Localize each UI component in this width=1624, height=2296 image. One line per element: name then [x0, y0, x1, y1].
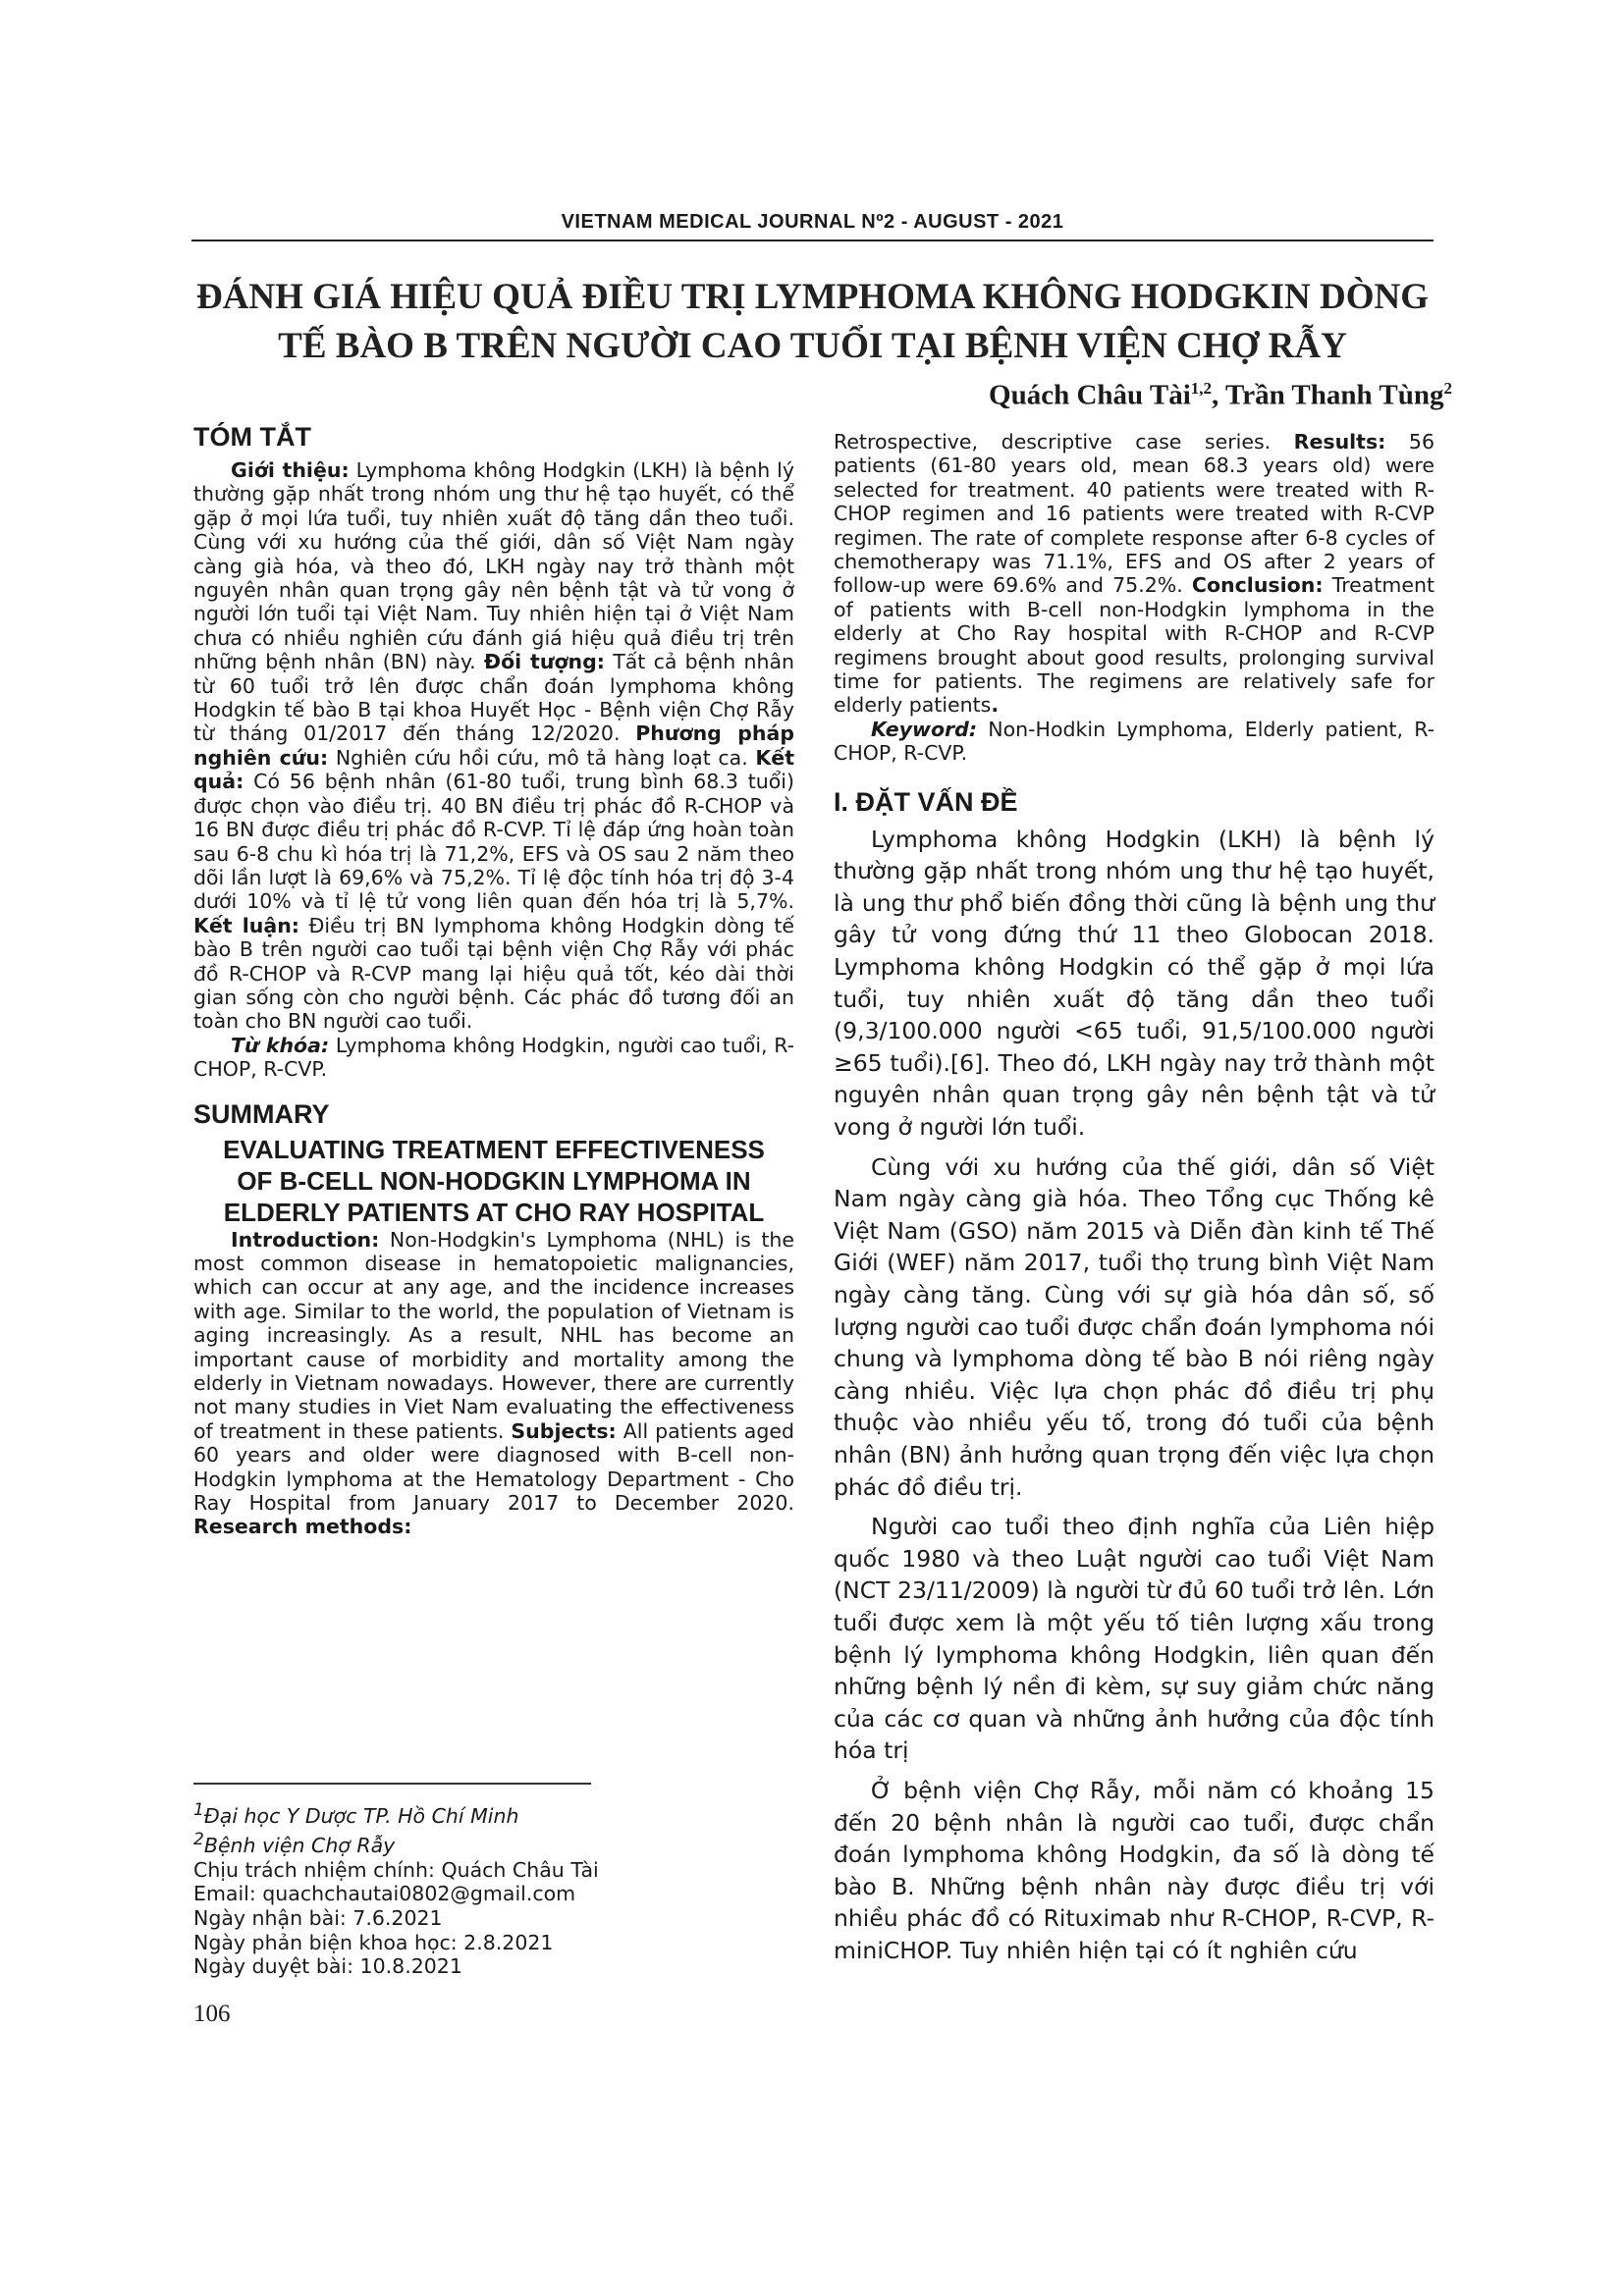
tomtat-conclusion-label: Kết luận: [193, 913, 299, 937]
summary-methods-text: Retrospective, descriptive case series. [834, 430, 1294, 454]
summary-subjects-label: Subjects: [511, 1418, 617, 1443]
summary-intro-text: Non-Hodgkin's Lymphoma (NHL) is the most common disease in hematopoietic malignancies, which can occur at any age, and the incidence increases with age. Similar to the world, the population of Vietnam is aging increasingly. As a result, NHL has become an important cause of morbidity and mortality among the elderly in Vietnam nowadays. However, there are currently not many studies in Viet Nam evaluating the effectiveness of treatment in these patients. [193, 1227, 794, 1443]
author-2: Trần Thanh Tùng [1225, 379, 1444, 411]
summary-subjects-text: All patients aged 60 years and older were diagnosed with B-cell non-Hodgkin lymphoma at the Hematology Department - Cho Ray Hospital from January 2017 to December 2020. [193, 1418, 795, 1516]
footnotes [193, 1798, 794, 1979]
footnote-1-marker: 1 [193, 1800, 204, 1820]
summary-abstract-part1 [193, 1228, 794, 1539]
tomtat-conclusion-text: Điều trị BN lymphoma không Hodgkin dòng tế bào B trên người cao tuổi tại bệnh viện Chợ Rẫy với phác đồ R-CHOP và R-CVP mang lại hiệu quả tốt, kéo dài thời gian sống còn cho người bệnh. Các phác đồ tương đối an toàn cho BN người cao tuổi. [193, 913, 794, 1034]
section-1-paragraph-4: Ở bệnh viện Chợ Rẫy, mỗi năm có khoảng 15 đến 20 bệnh nhân là người cao tuổi, được chẩn đoán lymphoma không Hodgkin, đa số là dòng tế bào B. Những bệnh nhân này được điều trị với nhiều phác đồ có Rituximab như R-CHOP, R-CVP, R-miniCHOP. Tuy nhiên hiện tại có ít nghiên cứu [834, 1776, 1435, 1964]
right-column [834, 430, 1435, 1966]
header-rule [191, 240, 1434, 241]
journal-header: VIETNAM MEDICAL JOURNAL Nº2 - AUGUST - 2021 [561, 211, 1064, 233]
date-accepted: Ngày duyệt bài: 10.8.2021 [193, 1954, 462, 1979]
summary-abstract-part2 [834, 430, 1435, 718]
author-1: Quách Châu Tài [989, 379, 1191, 411]
contact-email: Email: quachchautai0802@gmail.com [193, 1882, 576, 1906]
section-1-paragraph-2: Cùng với xu hướng của thế giới, dân số Việt Nam ngày càng già hóa. Theo Tổng cục Thống kê Việt Nam (GSO) năm 2015 và Diễn đàn kinh tế Thế Giới (WEF) năm 2017, tuổi thọ trung bình Việt Nam ngày càng tăng. Cùng với sự già hóa dân số, số lượng người cao tuổi được chẩn đoán lymphoma nói chung và lymphoma dòng tế bào B nói riêng ngày càng nhiều. Việc lựa chọn phác đồ điều trị phụ thuộc vào nhiều yếu tố, trong đó tuổi của bệnh nhân (BN) ảnh hưởng quan trọng đến việc lựa chọn phác đồ điều trị. [834, 1152, 1435, 1501]
summary-title-line-2: OF B-CELL NON-HODGKIN LYMPHOMA IN [237, 1165, 751, 1196]
title-line-1: ĐÁNH GIÁ HIỆU QUẢ ĐIỀU TRỊ LYMPHOMA KHÔNG HODGKIN DÒNG [195, 277, 1430, 317]
tomtat-intro-label: Giới thiệu: [231, 458, 350, 482]
footnote-rule [193, 1783, 591, 1785]
summary-keyword-label: Keyword: [871, 717, 978, 741]
summary-intro-label: Introduction: [231, 1227, 380, 1252]
tomtat-abstract [193, 458, 794, 1034]
left-column [193, 422, 794, 1539]
summary-keyword-text: Non-Hodkin Lymphoma, Elderly patient, R-CHOP, R-CVP. [834, 717, 1435, 766]
summary-results-text: 56 patients (61-80 years old, mean 68.3 years old) were selected for treatment. 40 patients were treated with R-CHOP regimen and 16 patients were treated with R-CVP regimen. The rate of complete response after 6-8 cycles of chemotherapy was 71.1%, EFS and OS after 2 years of follow-up were 69.6% and 75.2%. [834, 430, 1435, 598]
tomtat-subjects-text: Tất cả bệnh nhân từ 60 tuổi trở lên được chẩn đoán lymphoma không Hodgkin tế bào B tại khoa Huyết Học - Bệnh viện Chợ Rẫy từ tháng 01/2017 đến tháng 12/2020. [193, 650, 794, 746]
tomtat-keywords-text: Lymphoma không Hodgkin, người cao tuổi, R-CHOP, R-CVP. [193, 1033, 795, 1082]
footnote-2-marker: 2 [193, 1830, 204, 1850]
tomtat-methods-label: Phương pháp nghiên cứu: [193, 721, 794, 770]
tomtat-subjects-label: Đối tượng: [483, 650, 605, 674]
tomtat-results-text: Có 56 bệnh nhân (61-80 tuổi, trung bình 68.3 tuổi) được chọn vào điều trị. 40 BN điều trị phác đồ R-CHOP và 16 BN được điều trị phác đồ R-CVP. Tỉ lệ đáp ứng hoàn toàn sau 6-8 chu kì hóa trị là 71,2%, EFS và OS sau 2 năm theo dõi lần lượt là 69,6% và 75,2%. Tỉ lệ độc tính hóa trị độ 3-4 dưới 10% và tỉ lệ tử vong liên quan đến hóa trị là 5,7%. [193, 770, 794, 914]
section-1-heading: I. ĐẶT VẤN ĐỀ [834, 786, 1018, 817]
footnote-2: Bệnh viện Chợ Rẫy [203, 1834, 396, 1858]
section-1-paragraph-1: Lymphoma không Hodgkin (LKH) là bệnh lý thường gặp nhất trong nhóm ung thư hệ tạo huyết, là ung thư phổ biến đồng thời cũng là bệnh ung thư gây tử vong đứng thứ 11 theo Globocan 2018. Lymphoma không Hodgkin có thể gặp ở mọi lứa tuổi, tuy nhiên xuất độ tăng dần theo tuổi (9,3/100.000 người <65 tuổi, 91,5/100.000 người ≥65 tuổi).[6]. Theo đó, LKH ngày nay trở thành một nguyên nhân quan trọng gây nên bệnh tật và tử vong ở người lớn tuổi. [834, 825, 1435, 1142]
tomtat-results-label: Kết quả: [193, 745, 794, 794]
summary-keywords [834, 718, 1435, 766]
date-received: Ngày nhận bài: 7.6.2021 [193, 1906, 443, 1931]
summary-conclusion-end: . [991, 693, 1000, 718]
summary-methods-label: Research methods: [193, 1515, 412, 1539]
tomtat-heading: TÓM TẮT [193, 422, 311, 452]
article-title [187, 273, 1438, 371]
footnote-1: Đại học Y Dược TP. Hồ Chí Minh [203, 1803, 519, 1828]
responsible-author: Chịu trách nhiệm chính: Quách Châu Tài [193, 1857, 599, 1882]
summary-conclusion-text: Treatment of patients with B-cell non-Hodgkin lymphoma in the elderly at Cho Ray hospital with R-CHOP and R-CVP regimens brought about good results, prolonging survival time for patients. The regimens are relatively safe for elderly patients [834, 573, 1435, 718]
authors [989, 379, 1452, 412]
summary-title-line-1: EVALUATING TREATMENT EFFECTIVENESS [223, 1134, 765, 1164]
section-1-paragraph-3: Người cao tuổi theo định nghĩa của Liên hiệp quốc 1980 và theo Luật người cao tuổi Việt Nam (NCT 23/11/2009) là người từ đủ 60 tuổi trở lên. Lớn tuổi được xem là một yếu tố tiên lượng xấu trong bệnh lý lymphoma không Hodgkin, liên quan đến những bệnh lý nền đi kèm, sự suy giảm chức năng của các cơ quan và những ảnh hưởng của độc tính hóa trị [834, 1513, 1435, 1765]
summary-title-line-3: ELDERLY PATIENTS AT CHO RAY HOSPITAL [223, 1197, 765, 1227]
author-1-affiliation: 1,2 [1190, 379, 1213, 398]
author-separator: , [1212, 379, 1226, 411]
summary-title [193, 1134, 794, 1228]
tomtat-methods-text: Nghiên cứu hồi cứu, mô tả hàng loạt ca. [328, 745, 756, 770]
tomtat-intro-text: Lymphoma không Hodgkin (LKH) là bệnh lý thường gặp nhất trong nhóm ung thư hệ tạo huyết, có thể gặp ở mọi lứa tuổi, tuy nhiên xuất độ tăng dần theo tuổi. Cùng với xu hướng của thế giới, dân số Việt Nam ngày càng già hóa, và theo đó, LKH ngày nay trở thành một nguyên nhân quan trọng gây nên bệnh tật và tử vong ở người lớn tuổi tại Việt Nam. Tuy nhiên hiện tại ở Việt Nam chưa có nhiều nghiên cứu đánh giá hiệu quả điều trị trên những bệnh nhân (BN) này. [193, 458, 795, 674]
summary-results-label: Results: [1293, 430, 1386, 454]
summary-heading: SUMMARY [193, 1098, 330, 1129]
title-line-2: TẾ BÀO B TRÊN NGƯỜI CAO TUỔI TẠI BỆNH VIỆN CHỢ RẪY [278, 326, 1347, 366]
tomtat-keywords [193, 1034, 794, 1082]
summary-conclusion-label: Conclusion: [1191, 573, 1324, 598]
author-2-affiliation: 2 [1443, 379, 1452, 398]
date-reviewed: Ngày phản biện khoa học: 2.8.2021 [193, 1930, 554, 1954]
tomtat-keywords-label: Từ khóa: [231, 1033, 330, 1057]
page-number: 106 [193, 2001, 231, 2027]
